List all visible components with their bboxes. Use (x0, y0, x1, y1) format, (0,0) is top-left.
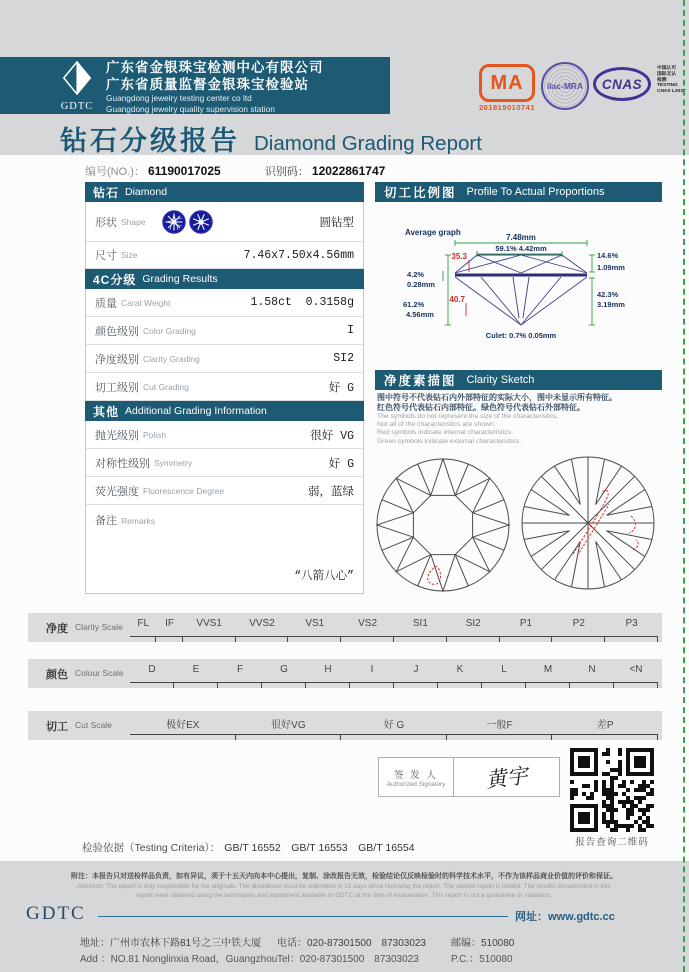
footer-divider (98, 916, 508, 917)
pavilion-angle-label: 40.7 (449, 295, 465, 304)
carat-value: 1.58ct 0.3158g (250, 296, 354, 309)
testing-criteria (82, 840, 415, 855)
table-row-fluorescence: 荧光强度 Fluorescence Degree 弱，蓝绿 (86, 477, 363, 505)
cut-grade: 极好EX (130, 711, 236, 740)
cnas-side-line: 国际互认 (657, 71, 677, 77)
signatory-label: 签 发 人 Authorized Signatory (379, 758, 454, 796)
gdtc-logo-text: GDTC (60, 101, 94, 112)
clarity-grade: P1 (500, 613, 553, 642)
shape-value: 圆钻型 (319, 216, 354, 230)
clarity-grade: SI2 (447, 613, 500, 642)
clarity-grade: VVS2 (236, 613, 289, 642)
identification-code-value: 12022861747 (311, 164, 386, 178)
website (515, 908, 615, 924)
diamond-logo-icon (62, 61, 92, 95)
report-title-cn: 钻石分级报告 (60, 126, 240, 156)
colour-grade: F (218, 659, 262, 688)
table-row-symmetry: 对称性级别 Symmetry 好 G (86, 449, 363, 477)
report-no-value: 61190017025 (147, 164, 221, 178)
girdle-band (455, 274, 587, 277)
report-title-en: Diamond Grading Report (254, 132, 482, 155)
org-name-cn-2: 广东省质量监督金银珠宝检验站 (106, 76, 309, 92)
colour-scale-label-en: Colour Scale (75, 668, 124, 678)
colour-grade: <N (614, 659, 658, 688)
tear-edge (683, 0, 685, 972)
culet-label: Culet: 0.7% 0.05mm (485, 331, 557, 340)
cut-grade: 好 G (341, 711, 447, 740)
identification-code-label: 识别码： (264, 166, 309, 178)
pavilion-depth-mm: 3.19mm (597, 300, 625, 309)
total-depth-pct: 61.2% (403, 300, 425, 309)
crown-view-sketch (372, 452, 514, 600)
colour-grade: M (526, 659, 570, 688)
total-width-label: 7.48mm (506, 233, 536, 242)
clarity-grade: VS1 (288, 613, 341, 642)
internal-characteristic-mark (428, 566, 441, 584)
cnas-side-line: 中国认可 (657, 66, 677, 71)
clarity-scale-label-en: Clarity Scale (75, 622, 123, 632)
colour-grade: H (306, 659, 350, 688)
pavilion-view-sketch (517, 452, 659, 600)
diamond-top-view-icon (162, 210, 186, 234)
cnas-side-line: CNAS L2037 (657, 89, 686, 95)
clarity-grade: SI1 (394, 613, 447, 642)
qr-code (570, 748, 654, 832)
website-label: 网址： (515, 911, 548, 923)
clarity-sketch-notes (377, 393, 677, 446)
crown-height-pct: 14.6% (597, 251, 619, 260)
clarity-grade: P3 (605, 613, 658, 642)
org-name-en-1: Guangdong jewelry testing center co ltd (106, 93, 252, 103)
sketch-note-en-4: Green symbols indicate external characteristics. (377, 437, 522, 445)
colour-grade: L (482, 659, 526, 688)
colour-grade: G (262, 659, 306, 688)
colour-grade: K (438, 659, 482, 688)
cma-mark-icon: MA (479, 64, 535, 102)
section-header-4c: 4C分级 Grading Results (85, 269, 364, 289)
table-row-polish: 抛光级别 Polish 很好 VG (86, 421, 363, 449)
colour-grade: J (394, 659, 438, 688)
colour-scale (28, 659, 662, 688)
colour-grades (130, 659, 658, 688)
sketch-note-cn-2: 红色符号代表钻石内部特征。绿色符号代表钻石外部特征。 (377, 403, 585, 412)
cut-scale-label-en: Cut Scale (75, 720, 112, 730)
criteria-values: GB/T 16552 GB/T 16553 GB/T 16554 (224, 842, 415, 854)
remarks-value: “八箭八心” (294, 570, 354, 583)
page-title (60, 119, 482, 158)
clarity-grade-value: SI2 (333, 352, 354, 365)
website-value: www.gdtc.cc (548, 911, 615, 923)
clarity-grade: FL (130, 613, 156, 642)
crown-height-mm: 1.09mm (597, 263, 625, 272)
size-value: 7.46x7.50x4.56mm (243, 248, 354, 262)
cnas-side-line: TESTING (657, 83, 678, 89)
sketch-note-en-3: Red symbols indicate internal characteristics. (377, 429, 513, 437)
cnas-mark-icon: CNAS (593, 67, 651, 101)
table-row-shape: 形状 Shape 圆钻型 (86, 202, 363, 242)
attention-en-1: Attention: The report is only responsible for the originals. The dissidence must be submitted in 15 days since receiving the report. The altered report is invalid. The results documented in this (77, 883, 611, 890)
qr-caption: 报告查询二维码 (575, 837, 649, 848)
colour-scale-label-cn: 颜色 (46, 669, 68, 681)
table-row-remarks: 备注 Remarks “八箭八心” (95, 515, 354, 583)
authorized-signatory-box (378, 757, 560, 797)
crown-angle-label: 35.3 (451, 252, 467, 261)
color-grade-value: I (347, 324, 354, 337)
criteria-label: 检验依据（Testing Criteria）： (82, 842, 221, 854)
phone-en: Tel：020-87301500 87303023 (277, 954, 419, 965)
cut-grade-value: 好 G (328, 381, 354, 395)
gdtc-logo (55, 61, 99, 111)
diamond-bottom-view-icon (189, 210, 213, 234)
clarity-grade: VVS1 (183, 613, 236, 642)
average-graph-label: Average graph (405, 228, 461, 237)
symmetry-value: 好 G (328, 457, 354, 471)
address-cn: 地址：广州市农林下路81号之三中铁大厦 (80, 938, 262, 949)
girdle-pct: 4.2% (407, 270, 425, 279)
clarity-grade: VS2 (341, 613, 394, 642)
zipcode-en: P.C.：510080 (451, 954, 513, 965)
org-name-cn-1: 广东省金银珠宝检测中心有限公司 (106, 60, 324, 75)
organisation-header-bar (0, 57, 390, 114)
section-header-diamond (85, 182, 364, 202)
table-row-size: 尺寸 Size 7.46x7.50x4.56mm (86, 242, 363, 269)
signature-handwriting: 黄宇 (484, 763, 529, 793)
shape-icons (162, 210, 213, 234)
zipcode-cn: 邮编：510080 (451, 938, 515, 949)
ilac-mra-mark-icon: ilac-MRA (541, 62, 589, 110)
attention-en-2: report were obtained using the techniques and equipment available to GDTC at the time of examination. This report is not a guarantee or valuation. (136, 892, 552, 899)
table-row-carat: 质量 Carat Weight 1.58ct 0.3158g (86, 289, 363, 317)
cut-grades (130, 711, 658, 740)
clarity-grade: P2 (552, 613, 605, 642)
report-no-label: 编号(NO.)： (85, 166, 145, 178)
polish-value: 很好 VG (310, 429, 354, 443)
colour-grade: N (570, 659, 614, 688)
colour-grade: D (130, 659, 174, 688)
fluorescence-value: 弱，蓝绿 (308, 485, 354, 499)
cut-scale-label-cn: 切工 (46, 721, 68, 733)
section-header-additional: 其他 Additional Grading Information (85, 401, 364, 421)
sketch-note-cn-1: 图中符号不代表钻石内外部特征的实际大小，图中未显示所有特征。 (377, 393, 617, 402)
attention-cn: 附注：本报告只对送检样品负责，如有异议，须于十五天内向本中心提出，复制、涂改报告无效，检验结论仅反映检验时的科学技术水平，不作为该样品商业价值的评价和保证。 (71, 873, 617, 880)
cma-certificate-number: 201819010741 (478, 103, 536, 112)
cut-grade: 一般F (447, 711, 553, 740)
diamond-info-table (85, 182, 364, 594)
cut-scale (28, 711, 662, 740)
organisation-names (106, 60, 324, 114)
sketch-note-en-2: Not all of the characteristics are shown. (377, 421, 496, 429)
table-row-color: 颜色级别 Color Grading I (86, 317, 363, 345)
proportions-section-header: 切工比例图 Profile To Actual Proportions (375, 182, 662, 202)
section-header-cn: 钻石 (93, 185, 120, 200)
total-depth-mm: 4.56mm (406, 310, 434, 319)
cut-grade: 差P (552, 711, 658, 740)
sketch-note-en-1: The symbols do not represent the size of the characteristics, (377, 413, 559, 420)
section-header-en: Diamond (125, 186, 168, 198)
phone-cn: 电话：020-87301500 87303023 (277, 938, 426, 949)
clarity-scale (28, 613, 662, 642)
clarity-scale-label-cn: 净度 (46, 623, 68, 635)
table-row-clarity: 净度级别 Clarity Grading SI2 (86, 345, 363, 373)
profile-diagram (375, 204, 660, 366)
clarity-grades (130, 613, 658, 642)
table-row-cut: 切工级别 Cut Grading 好 G (86, 373, 363, 401)
pavilion-depth-pct: 42.3% (597, 290, 619, 299)
clarity-grade: IF (156, 613, 182, 642)
colour-grade: I (350, 659, 394, 688)
colour-grade: E (174, 659, 218, 688)
cut-grade: 很好VG (236, 711, 342, 740)
footer-gdtc-logo: GDTC (26, 903, 86, 924)
address-en: Add ：NO.81 Nonglinxia Road，Guangzhou (80, 954, 278, 965)
cnas-side-line: 检测 (657, 77, 667, 83)
report-numbers (85, 163, 385, 179)
org-name-en-2: Guangdong jewelry quality supervision station (106, 103, 275, 114)
girdle-mm: 0.28mm (407, 280, 435, 289)
clarity-sketch-section-header: 净度素描图 Clarity Sketch (375, 370, 662, 390)
table-width-label: 59.1% 4.42mm (495, 244, 547, 253)
